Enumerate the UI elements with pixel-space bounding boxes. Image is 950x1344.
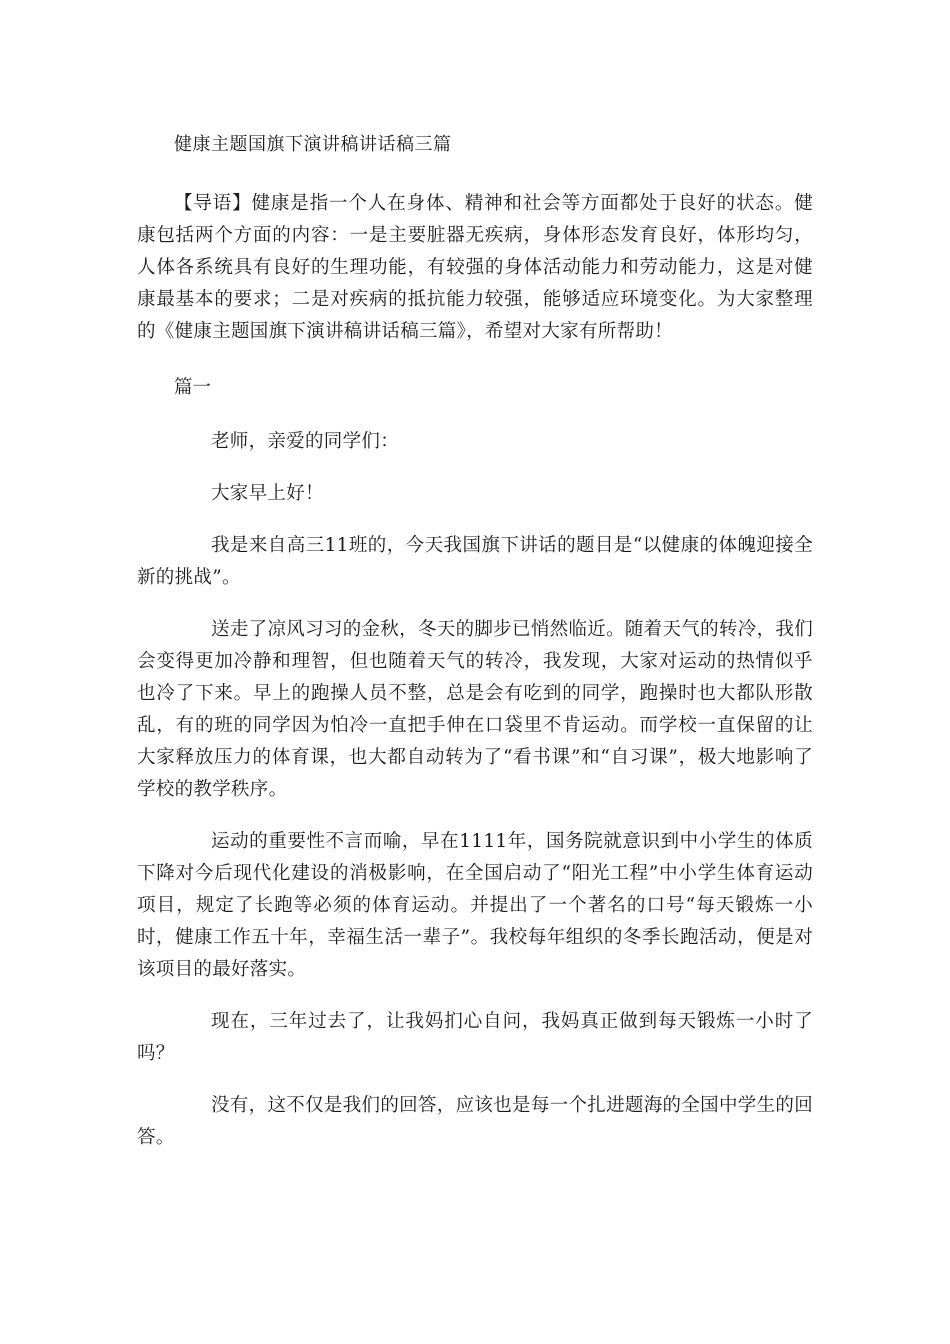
body-paragraph: 没有，这不仅是我们的回答，应该也是每一个扎进题海的全国中学生的回答。	[137, 1095, 813, 1148]
body-paragraph: 现在，三年过去了，让我妈扪心自问，我妈真正做到每天锻炼一小时了吗？	[137, 1011, 813, 1064]
body-paragraph: 运动的重要性不言而喻，早在1111年，国务院就意识到中小学生的体质下降对今后现代化建设的消极影响，在全国启动了“阳光工程”中小学生体育运动项目，规定了长跑等必须的体育运动。并提出了一个著名的口号“每天锻炼一小时，健康工作五十年，幸福生活一辈子”。我校每年组织的冬季长跑活动，便是对该项目的最好落实。	[137, 831, 813, 980]
section-heading: 篇一	[174, 377, 212, 398]
salutation: 老师，亲爱的同学们：	[211, 431, 400, 452]
body-paragraph: 我是来自高三11班的，今天我国旗下讲话的题目是“以健康的体魄迎接全新的挑战”。	[137, 535, 813, 588]
document-title: 健康主题国旗下演讲稿讲话稿三篇	[174, 134, 452, 155]
body-paragraph: 送走了凉风习习的金秋，冬天的脚步已悄然临近。随着天气的转冷，我们会变得更加冷静和理智，但也随着天气的转冷，我发现，大家对运动的热情似乎也冷了下来。早上的跑操人员不整，总是会有吃到的同学，跑操时也大都队形散乱，有的班的同学因为怕冷一直把手伸在口袋里不肯运动。而学校一直保留的让大家释放压力的体育课，也大都自动转为了“看书课”和“自习课”，极大地影响了学校的教学秩序。	[137, 619, 813, 800]
document-body	[137, 130, 813, 1154]
intro-paragraph: 【导语】健康是指一个人在身体、精神和社会等方面都处于良好的状态。健康包括两个方面的内容：一是主要脏器无疾病，身体形态发育良好，体形均匀，人体各系统具有良好的生理功能，有较强的身体活动能力和劳动能力，这是对健康最基本的要求；二是对疾病的抵抗能力较强，能够适应环境变化。为大家整理的《健康主题国旗下演讲稿讲话稿三篇》，希望对大家有所帮助！	[137, 193, 813, 342]
greeting: 大家早上好！	[211, 483, 324, 504]
